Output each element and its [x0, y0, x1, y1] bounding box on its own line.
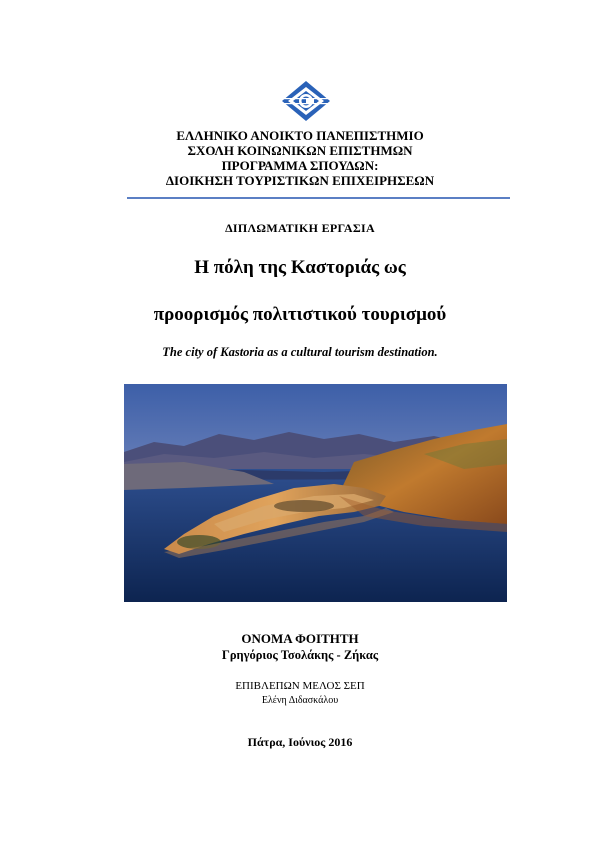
thesis-type: ΔΙΠΛΩΜΑΤΙΚΗ ΕΡΓΑΣΙΑ — [225, 221, 375, 235]
thesis-subtitle-english: The city of Kastoria as a cultural tourism destination. — [162, 345, 438, 359]
supervisor-label: ΕΠΙΒΛΕΠΩΝ ΜΕΛΟΣ ΣΕΠ — [235, 680, 365, 692]
student-name: Γρηγόριος Τσολάκης - Ζήκας — [221, 648, 379, 662]
thesis-title-line-1: Η πόλη της Καστοριάς ως — [194, 257, 406, 278]
header-divider — [127, 197, 510, 199]
program-line-1: ΠΡΟΓΡΑΜΜΑ ΣΠΟΥΔΩΝ: — [221, 158, 379, 173]
university-header — [0, 128, 600, 188]
program-line-2: ΔΙΟΙΚΗΣΗ ΤΟΥΡΙΣΤΙΚΩΝ ΕΠΙΧΕΙΡΗΣΕΩΝ — [165, 173, 435, 188]
cover-photo — [124, 384, 507, 602]
thesis-title-line-2: προορισμός πολιτιστικού τουρισμού — [153, 304, 447, 325]
supervisor-name: Ελένη Διδασκάλου — [261, 695, 339, 706]
university-name: ΕΛΛΗΝΙΚΟ ΑΝΟΙΚΤΟ ΠΑΝΕΠΙΣΤΗΜΙΟ — [176, 128, 424, 143]
school-name: ΣΧΟΛΗ ΚΟΙΝΩΝΙΚΩΝ ΕΠΙΣΤΗΜΩΝ — [187, 143, 413, 158]
eap-logo-icon — [280, 79, 332, 123]
student-label: ΟΝΟΜΑ ΦΟΙΤΗΤΗ — [241, 631, 359, 646]
place-date: Πάτρα, Ιούνιος 2016 — [247, 735, 353, 749]
